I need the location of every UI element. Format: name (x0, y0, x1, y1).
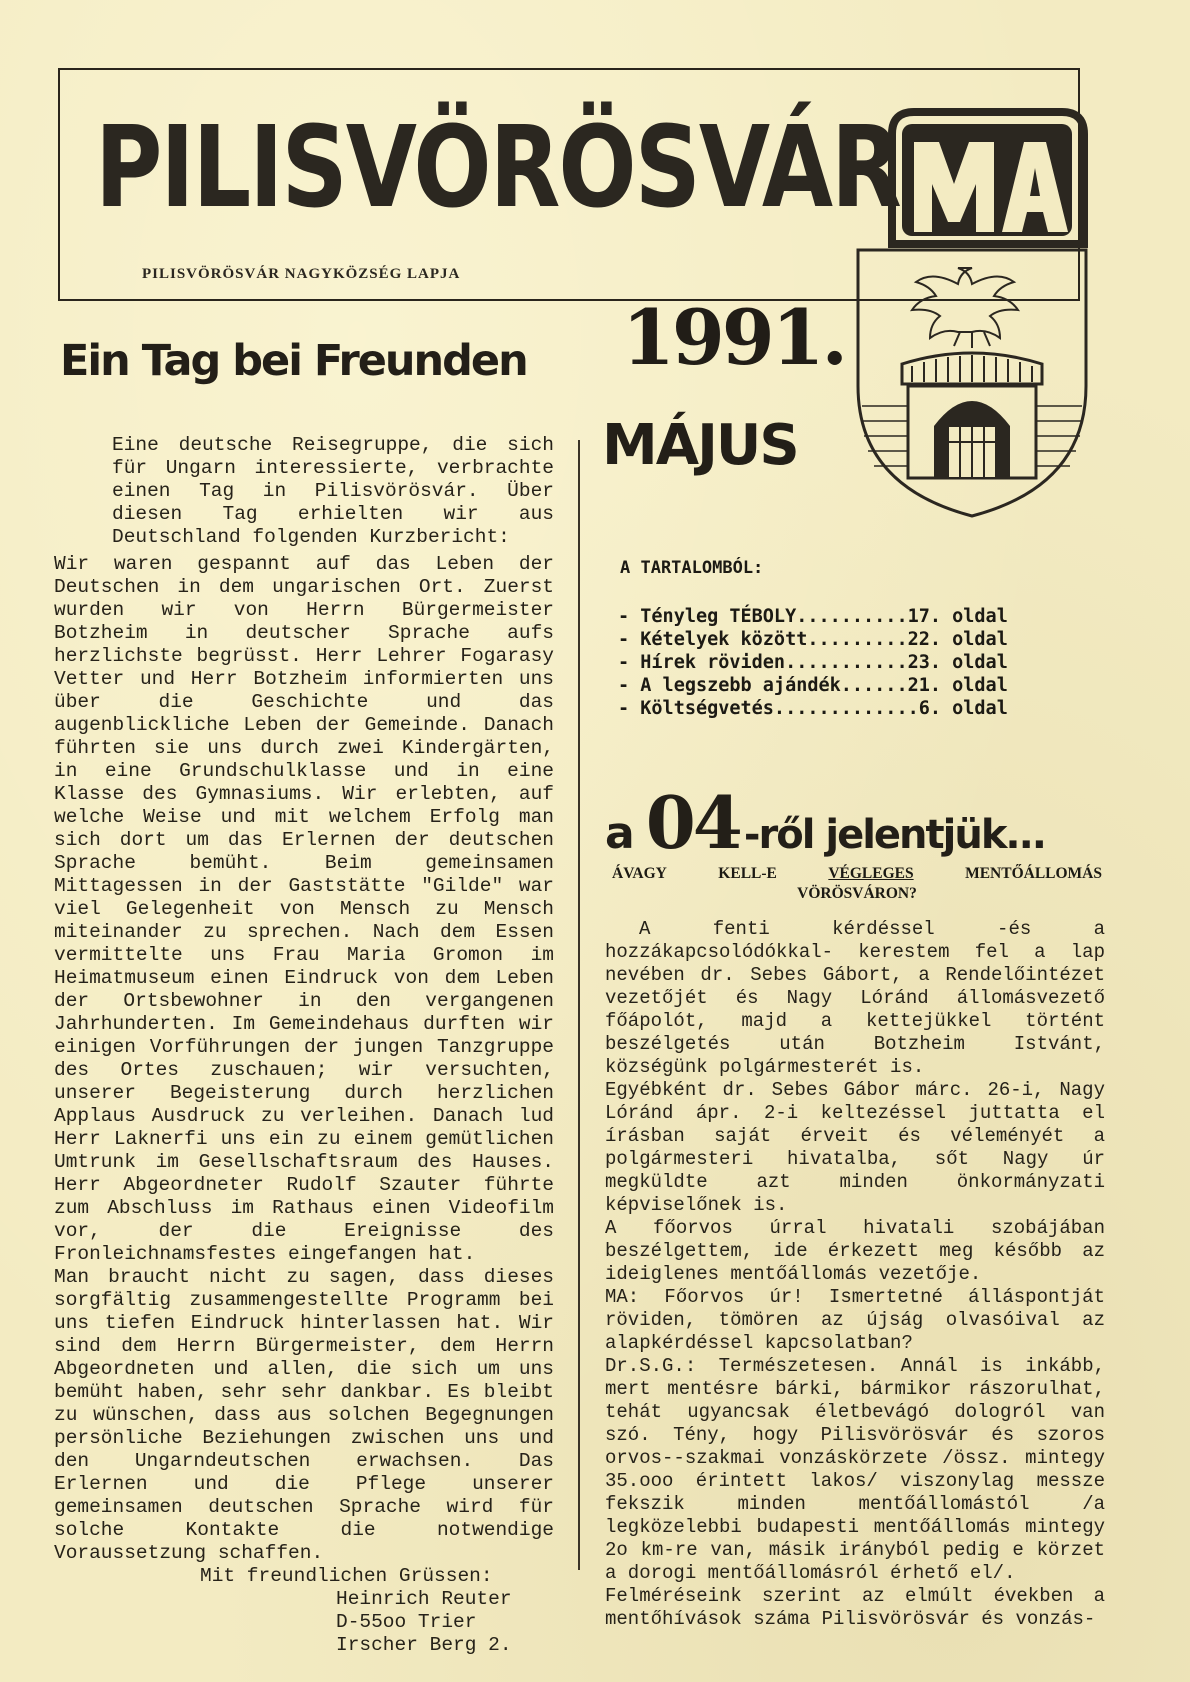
article-paragraph: A fenti kérdéssel -és a hozzákapcsolódókkal- kerestem fel a lap nevében dr. Sebes Gábort, a Rendelőintézet vezetőjét és Nagy Lóránd állomásvezető főápolót, majd a kettejükkel történt beszélgetés után Botzheim Istvánt, községünk polgármesterét is. (605, 918, 1105, 1078)
signature-street: Irscher Berg 2. (336, 1634, 512, 1656)
headline-prefix: a (605, 808, 634, 859)
interview-answer: Dr.S.G.: Természetesen. Annál is inkább, mert mentésre bárki, bármikor rászorulhat, tehát ugyancsak életbevágó dologról van szó. Tény, hogy Pilisvörösvár és szoros orvos--szakmai vonzáskörzete /össz. mintegy 35.ooo érintett lakos/ viszonylag messze fekszik minden mentőállomástól /a legközelebbi budapesti mentőállomás mintegy 2o km-re van, másik irányból pedig e körzet a dorogi mentőállomásról érhető el/. (605, 1355, 1105, 1584)
coat-of-arms-crest (852, 246, 1092, 521)
signature-name: Heinrich Reuter (336, 1588, 512, 1610)
article-closing: Mit freundlichen Grüssen: (200, 1565, 493, 1587)
toc-item: - Kételyek között.........22. oldal (618, 629, 1008, 650)
right-article-headline (605, 780, 1045, 865)
subhead-word: MENTŐÁLLOMÁS (965, 865, 1102, 882)
headline-number: 04 (645, 780, 740, 865)
article-paragraph: Felméréseink szerint az elmúlt években a mentőhívások száma Pilisvörösvár és vonzás- (605, 1585, 1105, 1630)
toc-item: - A legszebb ajándék......21. oldal (618, 675, 1008, 696)
article-paragraph: Egyébként dr. Sebes Gábor márc. 26-i, Nagy Lóránd ápr. 2-i keltezéssel juttatta el írásban saját érveit és véleményét a polgármesteri hivatalba, sőt Nagy úr megküldte azt minden önkormányzati képviselőnek is. (605, 1079, 1105, 1216)
ma-logo (884, 104, 1092, 250)
table-of-contents (618, 605, 1098, 720)
article-paragraph: Man braucht nicht zu sagen, dass dieses sorgfältig zusammengestellte Programm bei uns tiefen Eindruck hinterlassen hat. Wir sind dem Herrn Bürgermeister, dem Herrn Abgeordneten und allen, die sich um uns bemüht haben, sehr sehr dankbar. Es bleibt zu wünschen, dass aus solchen Begegnungen persönliche Beziehungen zwischen uns und den Ungarndeutschen erwachsen. Das Erlernen und die Pflege unserer gemeinsamen deutschen Sprache wird für solche Kontakte die notwendige Voraussetzung schaffen. (54, 1266, 554, 1564)
toc-item: - Költségvetés.............6. oldal (618, 698, 1008, 719)
toc-heading: A TARTALOMBÓL: (620, 558, 764, 578)
headline-suffix: -ről jelentjük... (743, 812, 1046, 858)
subhead-word: ÁVAGY (612, 865, 667, 882)
subhead-word: KELL-E (718, 865, 777, 882)
right-article-body (605, 918, 1105, 1631)
toc-item: - Hírek röviden...........23. oldal (618, 652, 1008, 673)
signature-city: D-55oo Trier (336, 1611, 477, 1633)
issue-year: 1991. (622, 293, 845, 382)
masthead-title: PILISVÖRÖSVÁR (95, 102, 900, 233)
article-paragraph: Wir waren gespannt auf das Leben der Deutschen in dem ungarischen Ort. Zuerst wurden wir von Herrn Bürgermeister Botzheim in deutscher Sprache aufs herzlichste begrüsst. Herr Lehrer Fogarasy Vetter und Herr Botzheim informierten uns über die Geschichte und das augenblickliche Leben der Gemeinde. Danach führten sie uns durch zwei Kindergärten, in eine Grundschulklasse und in eine Klasse des Gymnasiums. Wir erlebten, auf welche Weise und mit welchem Erfolg man sich dort um das Erlernen der deutschen Sprache bemüht. Beim gemeinsamen Mittagessen in der Gaststätte "Gilde" war viel Gelegenheit von Mensch zu Mensch miteinander zu sprechen. Nach dem Essen vermittelte uns Frau Maria Gromon im Heimatmuseum einen Eindruck von dem Leben der Ortsbewohner in den vergangenen Jahrhunderten. Im Gemeindehaus durften wir einigen Vorführungen der jungen Tanzgruppe des Ortes zuschauen; wir versuchten, unserer Begeisterung durch herzlichen Applaus Ausdruck zu verleihen. Danach lud Herr Laknerfi uns ein zu einem gemütlichen Umtrunk im Gesellschaftsraum des Hauses. Herr Abgeordneter Rudolf Szauter führte zum Abschluss im Rathaus einen Videofilm vor, der die Ereignisse des Fronleichnamsfestes eingefangen hat. (54, 553, 554, 1265)
masthead-subtitle: PILISVÖRÖSVÁR NAGYKÖZSÉG LAPJA (142, 266, 461, 282)
subhead-line2: VÖRÖSVÁRON? (797, 885, 917, 902)
subhead-word-underlined: VÉGLEGES (828, 865, 914, 882)
left-article-body (54, 434, 554, 1657)
article-paragraph: A főorvos úrral hivatali szobájában beszélgettem, ide érkezett meg később az ideiglenes mentőállomás vezetője. (605, 1217, 1105, 1285)
left-article-headline: Ein Tag bei Freunden (60, 336, 527, 386)
right-article-subhead (612, 865, 1102, 903)
interview-question: MA: Főorvos úr! Ismertetné álláspontját röviden, tömören az újság olvasóival az alapkérdéssel kapcsolatban? (605, 1286, 1105, 1354)
column-divider (578, 440, 580, 1570)
issue-month: MÁJUS (602, 413, 798, 478)
toc-item: - Tényleg TÉBOLY..........17. oldal (618, 606, 1008, 627)
article-intro: Eine deutsche Reisegruppe, die sich für Ungarn interessierte, verbrachte einen Tag in Pilisvörösvár. Über diesen Tag erhielten wir aus Deutschland folgenden Kurzbericht: (112, 434, 554, 548)
